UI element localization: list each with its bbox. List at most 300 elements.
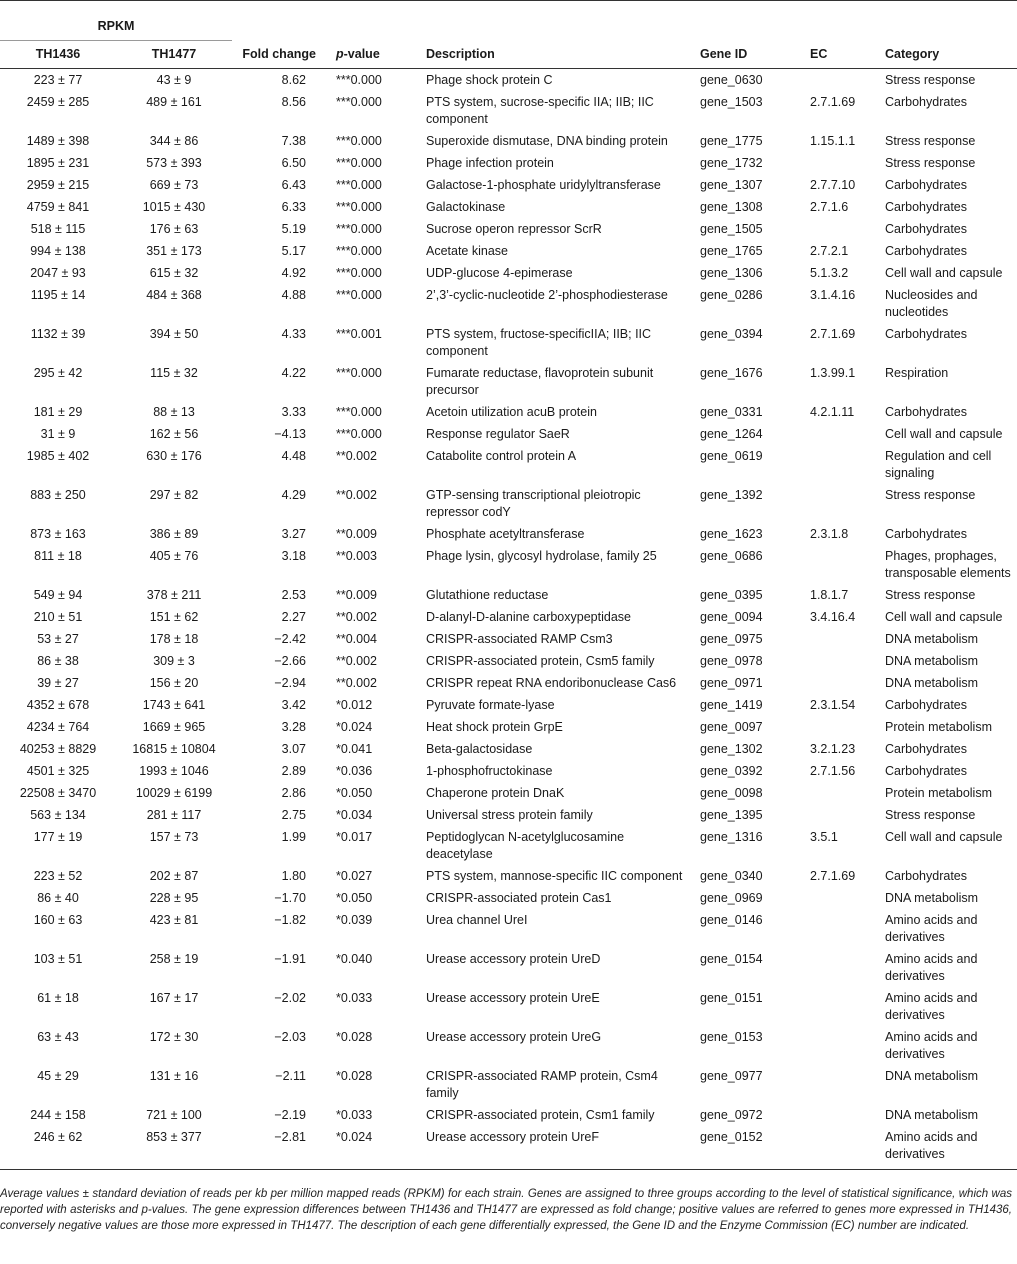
description-cell: Phage lysin, glycosyl hydrolase, family 25 (426, 549, 657, 563)
gene-id-cell: gene_1316 (700, 830, 763, 844)
category-cell: Stress response (885, 588, 976, 602)
p-value-cell: ***0.000 (336, 178, 382, 192)
th1436-cell: 2459 ± 285 (26, 95, 90, 109)
fold-change-cell: 1.80 (281, 869, 306, 883)
description-cell: Urease accessory protein UreG (426, 1030, 602, 1044)
ec-cell (800, 652, 875, 674)
p-value-cell: *0.039 (336, 913, 373, 927)
category-cell: Carbohydrates (885, 222, 967, 236)
th1477-cell: 405 ± 76 (149, 549, 199, 563)
category-cell: Phages, prophages, transposable elements (885, 549, 1011, 580)
ec-cell: 2.3.1.54 (810, 698, 856, 712)
th1477-cell: 228 ± 95 (149, 891, 199, 905)
description-cell: 2’,3’-cyclic-nucleotide 2’-phosphodiesterase (426, 288, 668, 302)
table-row (0, 652, 1017, 674)
gene-id-cell: gene_0151 (700, 991, 763, 1005)
gene-id-cell: gene_0619 (700, 449, 763, 463)
category-cell: Carbohydrates (885, 869, 967, 883)
th1477-cell: 484 ± 368 (146, 288, 202, 302)
gene-id-header: Gene ID (690, 41, 800, 69)
ec-header: EC (800, 41, 875, 69)
category-cell: Carbohydrates (885, 178, 967, 192)
gene-id-cell: gene_1395 (700, 808, 763, 822)
th1477-cell: 151 ± 62 (149, 610, 199, 624)
th1436-cell: 177 ± 19 (33, 830, 83, 844)
description-cell: Urea channel UreI (426, 913, 528, 927)
gene-id-cell: gene_0395 (700, 588, 763, 602)
th1436-cell: 4501 ± 325 (26, 764, 90, 778)
table-row (0, 220, 1017, 242)
table-row (0, 630, 1017, 652)
fold-change-cell: 4.48 (281, 449, 306, 463)
th1436-cell: 39 ± 27 (37, 676, 79, 690)
fold-change-cell: 7.38 (281, 134, 306, 148)
description-cell: 1-phosphofructokinase (426, 764, 553, 778)
gene-id-cell: gene_0146 (700, 913, 763, 927)
category-cell: Nucleosides and nucleotides (885, 288, 978, 319)
th1436-cell: 210 ± 51 (33, 610, 83, 624)
header-row-group (0, 1, 1017, 41)
gene-id-cell: gene_0098 (700, 786, 763, 800)
p-value-cell: *0.012 (336, 698, 373, 712)
description-cell: Galactokinase (426, 200, 506, 214)
p-value-cell: ***0.000 (336, 95, 382, 109)
th1436-cell: 994 ± 138 (30, 244, 86, 258)
gene-id-cell: gene_0094 (700, 610, 763, 624)
description-cell: CRISPR repeat RNA endoribonuclease Cas6 (426, 676, 677, 690)
fold-change-cell: 8.62 (281, 73, 306, 87)
table-row (0, 889, 1017, 911)
p-value-cell: *0.050 (336, 891, 373, 905)
description-cell: GTP-sensing transcriptional pleiotropic repressor codY (426, 488, 641, 519)
fold-change-cell: 6.50 (281, 156, 306, 170)
fold-change-cell: −1.70 (274, 891, 306, 905)
p-value-cell: *0.017 (336, 830, 373, 844)
th1436-cell: 1132 ± 39 (30, 327, 86, 341)
fold-change-cell: 5.19 (281, 222, 306, 236)
th1477-header: TH1477 (116, 41, 232, 69)
th1477-cell: 172 ± 30 (149, 1030, 199, 1044)
gene-id-cell: gene_1302 (700, 742, 763, 756)
category-cell: Amino acids and derivatives (885, 952, 978, 983)
ec-cell (800, 911, 875, 950)
table-row (0, 989, 1017, 1028)
fold-change-cell: 3.07 (281, 742, 306, 756)
ec-cell (800, 674, 875, 696)
p-value-cell: **0.002 (336, 676, 378, 690)
p-value-cell: **0.003 (336, 549, 378, 563)
description-cell: Peptidoglycan N-acetylglucosamine deacetylase (426, 830, 625, 861)
gene-id-cell: gene_1419 (700, 698, 763, 712)
table-row (0, 867, 1017, 889)
fold-change-cell: 4.29 (281, 488, 306, 502)
th1436-cell: 2047 ± 93 (30, 266, 86, 280)
table-row (0, 286, 1017, 325)
table-row (0, 696, 1017, 718)
th1477-cell: 16815 ± 10804 (132, 742, 216, 756)
gene-id-cell: gene_1765 (700, 244, 763, 258)
th1477-cell: 176 ± 63 (149, 222, 199, 236)
fold-change-cell: 2.89 (281, 764, 306, 778)
fold-change-cell: −2.66 (274, 654, 306, 668)
description-cell: Phage shock protein C (426, 73, 553, 87)
th1436-cell: 63 ± 43 (37, 1030, 79, 1044)
category-cell: Stress response (885, 488, 976, 502)
th1436-cell: 86 ± 40 (37, 891, 79, 905)
table-row (0, 403, 1017, 425)
th1477-cell: 1015 ± 430 (142, 200, 206, 214)
description-cell: Heat shock protein GrpE (426, 720, 563, 734)
table-row (0, 154, 1017, 176)
description-cell: Acetoin utilization acuB protein (426, 405, 597, 419)
p-value-cell: ***0.000 (336, 156, 382, 170)
description-cell: Glutathione reductase (426, 588, 549, 602)
gene-id-cell: gene_0969 (700, 891, 763, 905)
category-cell: Amino acids and derivatives (885, 991, 978, 1022)
th1477-cell: 394 ± 50 (149, 327, 199, 341)
th1436-cell: 31 ± 9 (40, 427, 76, 441)
th1436-cell: 244 ± 158 (30, 1108, 86, 1122)
table-row (0, 242, 1017, 264)
gene-id-cell: gene_0097 (700, 720, 763, 734)
category-cell: Carbohydrates (885, 742, 967, 756)
th1477-cell: 281 ± 117 (146, 808, 202, 822)
gene-id-cell: gene_0972 (700, 1108, 763, 1122)
ec-cell: 2.7.1.69 (810, 869, 856, 883)
category-cell: Carbohydrates (885, 764, 967, 778)
th1436-cell: 4759 ± 841 (26, 200, 90, 214)
category-cell: Cell wall and capsule (885, 427, 1003, 441)
header-row-columns (0, 41, 1017, 69)
ec-cell: 3.4.16.4 (810, 610, 856, 624)
th1436-cell: 61 ± 18 (37, 991, 79, 1005)
fold-change-cell: 4.92 (281, 266, 306, 280)
ec-cell (800, 425, 875, 447)
th1477-cell: 43 ± 9 (156, 73, 192, 87)
category-cell: Carbohydrates (885, 405, 967, 419)
fold-change-cell: 2.27 (281, 610, 306, 624)
description-cell: Galactose-1-phosphate uridylyltransferase (426, 178, 661, 192)
ec-cell (800, 547, 875, 586)
gene-id-cell: gene_1623 (700, 527, 763, 541)
p-value-cell: *0.027 (336, 869, 373, 883)
th1436-cell: 1489 ± 398 (26, 134, 90, 148)
ec-cell: 1.8.1.7 (810, 588, 849, 602)
p-value-cell: *0.028 (336, 1069, 373, 1083)
category-cell: Cell wall and capsule (885, 266, 1003, 280)
table-row (0, 447, 1017, 486)
ec-cell: 2.7.1.6 (810, 200, 849, 214)
table-row (0, 911, 1017, 950)
fold-change-cell: 3.33 (281, 405, 306, 419)
p-value-cell: *0.040 (336, 952, 373, 966)
th1436-cell: 883 ± 250 (30, 488, 86, 502)
ec-cell (800, 718, 875, 740)
gene-id-cell: gene_0331 (700, 405, 763, 419)
description-cell: Phosphate acetyltransferase (426, 527, 585, 541)
ec-cell: 1.15.1.1 (810, 134, 856, 148)
ec-cell (800, 1067, 875, 1106)
category-cell: Carbohydrates (885, 95, 967, 109)
th1436-cell: 246 ± 62 (0, 1128, 116, 1170)
th1477-cell: 378 ± 211 (146, 588, 202, 602)
th1436-cell: 4234 ± 764 (26, 720, 90, 734)
table-row (0, 608, 1017, 630)
th1436-cell: 295 ± 42 (33, 366, 83, 380)
fold-change-cell: −1.82 (274, 913, 306, 927)
category-cell: Amino acids and derivatives (885, 913, 978, 944)
p-value-cell: ***0.000 (336, 73, 382, 87)
category-cell: Cell wall and capsule (885, 830, 1003, 844)
ec-cell: 2.7.1.56 (810, 764, 856, 778)
th1436-cell: 86 ± 38 (37, 654, 79, 668)
ec-cell: 2.7.1.69 (810, 95, 856, 109)
description-cell: PTS system, fructose-specificIIA; IIB; IIC component (426, 327, 652, 358)
p-value-cell: *0.028 (336, 1030, 373, 1044)
fold-change-cell: −1.91 (274, 952, 306, 966)
table-row (0, 674, 1017, 696)
gene-id-cell: gene_0686 (700, 549, 763, 563)
description-cell: Superoxide dismutase, DNA binding protein (426, 134, 668, 148)
description-cell: Fumarate reductase, flavoprotein subunit precursor (426, 366, 654, 397)
ec-cell (800, 784, 875, 806)
fold-change-cell: 3.42 (281, 698, 306, 712)
gene-id-cell: gene_0977 (700, 1069, 763, 1083)
ec-cell (800, 154, 875, 176)
th1436-cell: 4352 ± 678 (26, 698, 90, 712)
fold-change-cell: 4.33 (281, 327, 306, 341)
fold-change-cell: 8.56 (281, 95, 306, 109)
table-footnote: Average values ± standard deviation of reads per kb per million mapped reads (RPKM) for each strain. Genes are assigned to three groups according to the level of statistical significance, which was reported with asterisks and p-values. The gene expression differences between TH1436 and TH1477 are expressed as fold change; positive values are referred to genes more expressed in TH1436, conversely negative values are those more expressed in TH1477. The description of each gene differentially expressed, the Gene ID and the Enzyme Commission (EC) number are indicated. (0, 1188, 1012, 1232)
description-cell: Response regulator SaeR (426, 427, 570, 441)
fold-change-cell: 5.17 (281, 244, 306, 258)
fold-change-cell: −2.19 (274, 1108, 306, 1122)
ec-cell (800, 69, 875, 94)
th1436-cell: 1985 ± 402 (26, 449, 90, 463)
p-value-cell: ***0.000 (336, 427, 382, 441)
th1477-cell: 157 ± 73 (149, 830, 199, 844)
th1436-cell: 223 ± 52 (33, 869, 83, 883)
table-row (0, 525, 1017, 547)
th1436-cell: 2959 ± 215 (26, 178, 90, 192)
gene-id-cell: gene_1392 (700, 488, 763, 502)
p-value-cell: **0.002 (336, 654, 378, 668)
ec-cell (800, 1128, 875, 1170)
p-value-header-rest: -value (343, 46, 380, 61)
fold-change-cell: 3.28 (281, 720, 306, 734)
gene-id-cell: gene_0152 (690, 1128, 800, 1170)
table-row (0, 740, 1017, 762)
description-cell: Phage infection protein (426, 156, 554, 170)
category-cell: Stress response (885, 134, 976, 148)
gene-id-cell: gene_0630 (700, 73, 763, 87)
category-cell: Stress response (885, 808, 976, 822)
th1477-cell: 115 ± 32 (150, 366, 198, 380)
category-cell: Carbohydrates (885, 698, 967, 712)
category-cell: Carbohydrates (885, 327, 967, 341)
th1477-cell: 721 ± 100 (146, 1108, 202, 1122)
fold-change-cell: 6.33 (281, 200, 306, 214)
p-value-cell: **0.009 (336, 588, 378, 602)
fold-change-cell: 2.86 (281, 786, 306, 800)
category-cell: DNA metabolism (885, 654, 979, 668)
table-row (0, 93, 1017, 132)
ec-cell (800, 1028, 875, 1067)
ec-cell: 1.3.99.1 (810, 366, 856, 380)
table-row (0, 486, 1017, 525)
th1477-cell: 573 ± 393 (146, 156, 202, 170)
description-cell: Pyruvate formate-lyase (426, 698, 555, 712)
p-value-header (326, 41, 410, 69)
th1477-cell: 202 ± 87 (149, 869, 199, 883)
p-value-cell: **0.002 (336, 449, 378, 463)
category-cell: Regulation and cell signaling (885, 449, 992, 480)
table-row (0, 718, 1017, 740)
fold-change-cell: −2.02 (274, 991, 306, 1005)
category-cell: Amino acids and derivatives (875, 1128, 1017, 1170)
p-value-cell: ***0.000 (336, 222, 382, 236)
category-cell: DNA metabolism (885, 676, 979, 690)
ec-cell: 3.2.1.23 (810, 742, 856, 756)
th1477-cell: 423 ± 81 (149, 913, 199, 927)
table-row (0, 784, 1017, 806)
description-cell: Urease accessory protein UreF (410, 1128, 690, 1170)
table-row (0, 176, 1017, 198)
gene-id-cell: gene_0978 (700, 654, 763, 668)
p-value-cell: *0.024 (336, 720, 373, 734)
table-row (0, 69, 1017, 94)
th1436-cell: 103 ± 51 (33, 952, 83, 966)
p-value-cell: *0.034 (336, 808, 373, 822)
category-cell: Stress response (885, 73, 976, 87)
ec-cell (800, 989, 875, 1028)
p-value-cell: **0.002 (336, 610, 378, 624)
description-cell: Sucrose operon repressor ScrR (426, 222, 602, 236)
th1436-cell: 40253 ± 8829 (19, 742, 97, 756)
th1477-cell: 297 ± 82 (149, 488, 199, 502)
gene-id-cell: gene_0392 (700, 764, 763, 778)
category-cell: DNA metabolism (885, 1069, 979, 1083)
th1477-cell: 1669 ± 965 (142, 720, 206, 734)
p-value-header-italic: p (336, 46, 344, 61)
p-value-cell: ***0.000 (336, 405, 382, 419)
description-cell: CRISPR-associated protein Cas1 (426, 891, 612, 905)
gene-id-cell: gene_1308 (700, 200, 763, 214)
fold-change-cell: 2.53 (281, 588, 306, 602)
gene-id-cell: gene_0286 (700, 288, 763, 302)
category-cell: Protein metabolism (885, 720, 992, 734)
th1477-cell: 630 ± 176 (146, 449, 202, 463)
th1477-cell: 131 ± 16 (149, 1069, 199, 1083)
gene-id-cell: gene_1505 (700, 222, 763, 236)
ec-cell (800, 447, 875, 486)
fold-change-cell: 3.18 (281, 549, 306, 563)
th1436-cell: 22508 ± 3470 (19, 786, 97, 800)
fold-change-cell: −4.13 (274, 427, 306, 441)
p-value-cell: ***0.000 (336, 134, 382, 148)
description-cell: Universal stress protein family (426, 808, 593, 822)
gene-id-cell: gene_1503 (700, 95, 763, 109)
ec-cell (800, 950, 875, 989)
description-cell: Acetate kinase (426, 244, 508, 258)
ec-cell: 2.7.2.1 (810, 244, 849, 258)
th1477-cell: 162 ± 56 (149, 427, 199, 441)
description-header: Description (410, 41, 690, 69)
p-value-cell: **0.004 (336, 632, 378, 646)
description-cell: Chaperone protein DnaK (426, 786, 565, 800)
gene-id-cell: gene_0971 (700, 676, 763, 690)
table-row (0, 264, 1017, 286)
description-cell: D-alanyl-D-alanine carboxypeptidase (426, 610, 631, 624)
fold-change-cell: 6.43 (281, 178, 306, 192)
table-body (0, 69, 1017, 1170)
table-row (0, 547, 1017, 586)
table-row (0, 950, 1017, 989)
th1436-cell: 223 ± 77 (33, 73, 83, 87)
p-value-cell: *0.024 (326, 1128, 410, 1170)
ec-cell (800, 220, 875, 242)
th1477-cell: 258 ± 19 (149, 952, 199, 966)
table-row (0, 425, 1017, 447)
table-row (0, 198, 1017, 220)
fold-change-cell: 4.22 (281, 366, 306, 380)
description-cell: PTS system, sucrose-specific IIA; IIB; IIC component (426, 95, 654, 126)
table-header (0, 1, 1017, 69)
fold-change-cell: 4.88 (281, 288, 306, 302)
p-value-cell: **0.009 (336, 527, 378, 541)
gene-id-cell: gene_1775 (700, 134, 763, 148)
table-row (0, 806, 1017, 828)
table-row (0, 828, 1017, 867)
th1477-cell: 178 ± 18 (149, 632, 199, 646)
th1436-cell: 518 ± 115 (30, 222, 86, 236)
th1436-header: TH1436 (0, 41, 116, 69)
th1477-cell: 853 ± 377 (116, 1128, 232, 1170)
p-value-cell: ***0.000 (336, 366, 382, 380)
category-cell: Cell wall and capsule (885, 610, 1003, 624)
th1477-cell: 1743 ± 641 (142, 698, 206, 712)
description-cell: CRISPR-associated protein, Csm1 family (426, 1108, 655, 1122)
th1436-cell: 181 ± 29 (33, 405, 83, 419)
fold-change-cell: 3.27 (281, 527, 306, 541)
category-cell: Carbohydrates (885, 244, 967, 258)
ec-cell (800, 806, 875, 828)
th1477-cell: 489 ± 161 (146, 95, 202, 109)
th1477-cell: 156 ± 20 (149, 676, 199, 690)
th1436-cell: 1895 ± 231 (26, 156, 90, 170)
table-row (0, 1028, 1017, 1067)
p-value-cell: *0.033 (336, 1108, 373, 1122)
category-cell: Protein metabolism (885, 786, 992, 800)
fold-change-cell: −2.94 (274, 676, 306, 690)
gene-id-cell: gene_0394 (700, 327, 763, 341)
ec-cell: 4.2.1.11 (810, 405, 855, 419)
gene-id-cell: gene_1676 (700, 366, 763, 380)
th1477-cell: 351 ± 173 (146, 244, 202, 258)
category-cell: DNA metabolism (885, 891, 979, 905)
fold-change-cell: 1.99 (281, 830, 306, 844)
description-cell: Urease accessory protein UreD (426, 952, 601, 966)
description-cell: CRISPR-associated protein, Csm5 family (426, 654, 655, 668)
th1477-cell: 10029 ± 6199 (135, 786, 213, 800)
th1477-cell: 309 ± 3 (153, 654, 195, 668)
p-value-cell: *0.033 (336, 991, 373, 1005)
gene-id-cell: gene_0975 (700, 632, 763, 646)
p-value-cell: *0.036 (336, 764, 373, 778)
th1436-cell: 549 ± 94 (33, 588, 83, 602)
ec-cell: 2.7.7.10 (810, 178, 856, 192)
p-value-cell: **0.002 (336, 488, 378, 502)
